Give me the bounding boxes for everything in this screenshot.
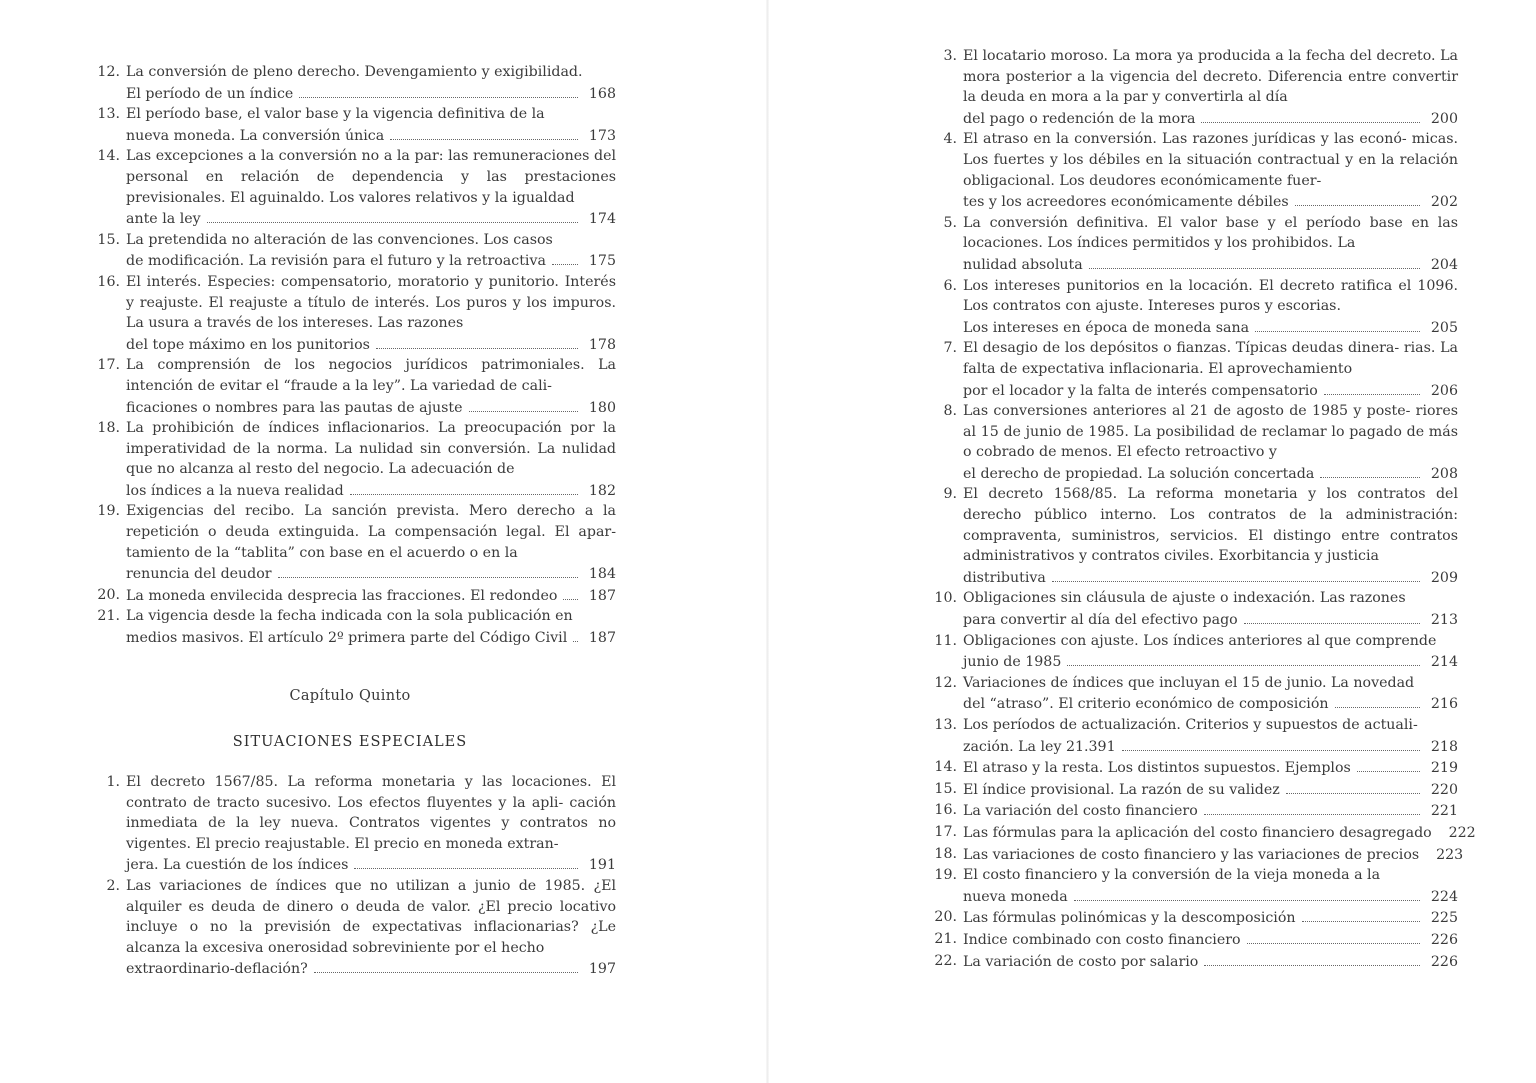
entry-body	[963, 865, 1458, 907]
page-number: 182	[588, 482, 616, 499]
page-number: 202	[1430, 194, 1458, 211]
dot-leader	[390, 125, 578, 140]
entry-text-end: de modificación. La revisión para el futuro y la retroactiva	[126, 253, 546, 270]
toc-entry	[923, 401, 1458, 484]
page-number: 180	[588, 399, 616, 416]
entry-last-line	[963, 822, 1476, 844]
right-page	[768, 0, 1536, 1083]
dot-leader	[1357, 757, 1420, 772]
toc-entry	[923, 588, 1458, 630]
entry-body	[963, 779, 1458, 801]
entry-last-line	[126, 83, 616, 105]
entry-last-line	[963, 929, 1458, 951]
entry-text-end: La variación del costo financiero	[963, 803, 1198, 820]
entry-last-line	[126, 397, 616, 419]
dot-leader	[1204, 800, 1420, 815]
entry-body	[126, 876, 616, 980]
toc-entry	[923, 757, 1458, 779]
entry-last-line	[963, 567, 1458, 589]
page-number: 223	[1436, 846, 1464, 863]
page-number: 224	[1430, 888, 1458, 905]
entry-body	[126, 772, 616, 876]
entry-number: 13.	[97, 106, 120, 123]
entry-last-line	[963, 951, 1458, 973]
entry-last-line	[126, 854, 616, 876]
entry-text: El costo financiero y la conversión de la vieja moneda a la	[963, 867, 1381, 884]
entry-body	[963, 484, 1458, 588]
entry-last-line	[963, 757, 1458, 779]
dot-leader	[1067, 651, 1420, 666]
entry-body	[126, 585, 616, 607]
entry-text: La prohibición de índices inflacionarios. La preocupación por la imperatividad de la norma. La nulidad sin conversión. La nulidad que no alcanza al resto del negocio. La adecuación de	[126, 420, 616, 478]
toc-entry	[86, 230, 616, 272]
dot-leader	[1324, 380, 1420, 395]
page-number: 178	[588, 336, 616, 353]
entry-body	[126, 355, 616, 418]
page-number: 206	[1430, 382, 1458, 399]
dot-leader	[1122, 736, 1420, 751]
page-number: 175	[588, 253, 616, 270]
toc-entry	[86, 418, 616, 501]
entry-last-line	[963, 108, 1458, 130]
entry-text-end: Las variaciones de costo financiero y las variaciones de precios	[963, 846, 1420, 863]
entry-body	[963, 46, 1458, 129]
entry-text-end: renuncia del deudor	[126, 566, 272, 583]
entry-text-end: ante la ley	[126, 211, 201, 228]
toc-entry	[86, 355, 616, 418]
entry-last-line	[963, 907, 1458, 929]
toc-entry	[86, 501, 616, 584]
dot-leader	[1089, 254, 1420, 269]
entry-last-line	[126, 563, 616, 585]
dot-leader	[573, 627, 578, 642]
page-number: 216	[1430, 696, 1458, 713]
dot-leader	[299, 83, 578, 98]
entry-text-end: Las fórmulas polinómicas y la descomposición	[963, 910, 1296, 927]
entry-last-line	[963, 317, 1458, 339]
page-number: 184	[588, 566, 616, 583]
toc-entry	[923, 822, 1476, 844]
dot-leader	[1201, 108, 1420, 123]
toc-list-top	[86, 62, 616, 649]
entry-text-end: zación. La ley 21.391	[963, 738, 1116, 755]
page-number: 173	[588, 127, 616, 144]
entry-last-line	[963, 736, 1458, 758]
entry-text: Las excepciones a la conversión no a la par: las remuneraciones del personal en relación de dependencia y las prestaciones previsionales. El aguinaldo. Los valores relativos y la igualdad	[126, 148, 616, 206]
toc-entry	[86, 146, 616, 229]
toc-entry	[86, 606, 616, 648]
entry-text: La conversión definitiva. El valor base y el período base en las locaciones. Los índices permitidos y los prohibidos. La	[963, 214, 1458, 252]
entry-text-end: nueva moneda	[963, 888, 1068, 905]
entry-last-line	[126, 250, 616, 272]
dot-leader	[1247, 929, 1420, 944]
entry-text-end: ficaciones o nombres para las pautas de ajuste	[126, 399, 463, 416]
entry-number: 20.	[97, 586, 120, 603]
entry-text: El decreto 1567/85. La reforma monetaria y las locaciones. El contrato de tracto sucesivo. Los efectos fluyentes y la apli- cación inmediata de la ley nueva. Contratos vigentes y contratos no vigentes. El precio reajustable. El precio en moneda extran-	[126, 774, 616, 852]
entry-body	[126, 272, 616, 355]
entry-body	[126, 501, 616, 584]
entry-text-end: nueva moneda. La conversión única	[126, 127, 385, 144]
entry-text: La conversión de pleno derecho. Devengamiento y exigibilidad.	[126, 64, 583, 80]
toc-list-right	[923, 46, 1476, 972]
toc-entry	[923, 929, 1458, 951]
entry-text: La pretendida no alteración de las convenciones. Los casos	[126, 231, 553, 248]
toc-entry	[86, 585, 616, 607]
entry-number: 3.	[943, 48, 957, 64]
entry-body	[126, 146, 616, 229]
entry-last-line	[963, 380, 1458, 402]
toc-entry	[923, 631, 1458, 673]
toc-list-bottom	[86, 772, 616, 980]
toc-entry	[923, 484, 1458, 588]
entry-body	[963, 800, 1458, 822]
dot-leader	[314, 958, 578, 973]
entry-body	[963, 213, 1458, 276]
page-number: 226	[1430, 953, 1458, 970]
entry-last-line	[126, 125, 616, 147]
entry-number: 15.	[934, 780, 957, 797]
entry-number: 18.	[97, 420, 120, 437]
entry-text: Exigencias del recibo. La sanción prevista. Mero derecho a la repetición o deuda extinguida. La compensación legal. El apar- tamiento de la “tablita” con base en el acuerdo o en la	[126, 503, 616, 561]
entry-number: 17.	[934, 823, 957, 840]
entry-text: La comprensión de los negocios jurídicos patrimoniales. La intención de evitar el “fraude a la ley”. La variedad de cali-	[126, 357, 616, 394]
entry-number: 16.	[934, 802, 957, 819]
entry-body	[963, 401, 1458, 484]
entry-number: 19.	[934, 867, 957, 884]
entry-body	[963, 822, 1476, 844]
dot-leader	[552, 250, 578, 265]
page-number: 204	[1430, 256, 1458, 273]
dot-leader	[1255, 317, 1420, 332]
page-number: 187	[588, 587, 616, 604]
entry-number: 1.	[106, 774, 120, 790]
page-number: 168	[588, 85, 616, 102]
entry-last-line	[126, 480, 616, 502]
entry-body	[963, 715, 1458, 757]
entry-last-line	[963, 886, 1458, 908]
entry-body	[963, 757, 1458, 779]
dot-leader	[376, 334, 578, 349]
entry-last-line	[963, 254, 1458, 276]
entry-number: 2.	[106, 877, 120, 894]
entry-number: 12.	[934, 674, 957, 691]
entry-text-end: medios masivos. El artículo 2º primera parte del Código Civil	[126, 630, 568, 647]
entry-body	[126, 62, 616, 104]
entry-number: 14.	[97, 148, 120, 165]
page-number: 218	[1430, 738, 1458, 755]
entry-text-end: Los intereses en época de moneda sana	[963, 319, 1250, 336]
toc-entry	[923, 951, 1458, 973]
entry-body	[963, 929, 1458, 951]
dot-leader	[1052, 567, 1420, 582]
entry-last-line	[963, 651, 1458, 673]
page-number: 205	[1430, 319, 1458, 336]
dot-leader	[354, 854, 578, 869]
entry-text: Las variaciones de índices que no utilizan a junio de 1985. ¿El alquiler es deuda de dinero o deuda de valor. ¿El precio locativo incluye o no la previsión de expectativas inflacionarias? ¿Le alcanza la excesiva onerosidad sobreviniente por el hecho	[126, 877, 616, 956]
entry-text-end: Las fórmulas para la aplicación del costo financiero desagregado	[963, 824, 1432, 841]
chapter-label: Capítulo Quinto	[289, 688, 411, 704]
entry-number: 7.	[943, 340, 957, 357]
entry-text-end: del pago o redención de la mora	[963, 110, 1196, 127]
entry-number: 17.	[97, 357, 120, 374]
entry-text: El período base, el valor base y la vigencia definitiva de la	[126, 106, 545, 123]
page-number: 220	[1430, 781, 1458, 798]
toc-entry	[923, 276, 1458, 339]
entry-text-end: jera. La cuestión de los índices	[126, 857, 349, 874]
entry-body	[126, 418, 616, 501]
page-number: 226	[1430, 931, 1458, 948]
page-number: 187	[588, 630, 616, 647]
entry-text-end: Indice combinado con costo financiero	[963, 931, 1241, 948]
entry-last-line	[126, 958, 616, 980]
entry-number: 5.	[943, 214, 957, 231]
entry-text: El atraso en la conversión. Las razones jurídicas y las econó- micas. Los fuertes y los débiles en la situación contractual y en la relación obligacional. Los deudores económicamente fuer-	[963, 131, 1458, 189]
entry-last-line	[963, 191, 1458, 213]
toc-entry	[923, 800, 1458, 822]
entry-number: 15.	[97, 231, 120, 248]
dot-leader	[1244, 609, 1420, 624]
entry-text-end: nulidad absoluta	[963, 256, 1083, 273]
entry-body	[963, 673, 1458, 715]
entry-text-end: La variación de costo por salario	[963, 953, 1199, 970]
entry-body	[963, 951, 1458, 973]
dot-leader	[350, 480, 578, 495]
page-number: 225	[1430, 910, 1458, 927]
entry-text: El desagio de los depósitos o fianzas. Típicas deudas dinera- rias. La falta de expectativa inflacionaria. El aprovechamiento	[963, 340, 1458, 377]
entry-body	[963, 631, 1458, 673]
entry-body	[963, 844, 1463, 866]
entry-last-line	[963, 609, 1458, 631]
entry-text-end: La moneda envilecida desprecia las fracciones. El redondeo	[126, 587, 558, 604]
entry-number: 11.	[934, 632, 957, 649]
entry-text-end: distributiva	[963, 569, 1046, 586]
dot-leader	[1320, 463, 1420, 478]
entry-number: 19.	[97, 503, 120, 520]
entry-text-end: del tope máximo en los punitorios	[126, 336, 370, 353]
dot-leader	[469, 397, 578, 412]
entry-last-line	[963, 693, 1458, 715]
entry-number: 6.	[943, 277, 957, 294]
entry-text-end: junio de 1985	[963, 654, 1062, 671]
toc-entry	[923, 46, 1458, 129]
entry-number: 16.	[97, 273, 120, 290]
entry-number: 9.	[943, 486, 957, 503]
entry-text-end: por el locador y la falta de interés compensatorio	[963, 382, 1318, 399]
toc-entry	[86, 62, 616, 104]
dot-leader	[1204, 951, 1420, 966]
page-number: 222	[1448, 824, 1476, 841]
toc-entry	[923, 129, 1458, 212]
entry-last-line	[963, 844, 1463, 866]
entry-text: El locatario moroso. La mora ya producida a la fecha del decreto. La mora posterior a la vigencia del decreto. Diferencia entre convertir la deuda en mora a la par y convertirla al día	[963, 48, 1458, 106]
entry-number: 13.	[934, 717, 957, 733]
entry-body	[126, 230, 616, 272]
entry-text: Variaciones de índices que incluyan el 15 de junio. La novedad	[963, 674, 1415, 691]
entry-number: 21.	[97, 608, 120, 625]
entry-number: 4.	[943, 131, 957, 148]
dot-leader	[563, 585, 578, 600]
page-number: 191	[588, 857, 616, 874]
entry-last-line	[963, 800, 1458, 822]
toc-entry	[923, 673, 1458, 715]
entry-number: 12.	[97, 64, 120, 80]
entry-text-end: del “atraso”. El criterio económico de composición	[963, 696, 1329, 713]
entry-body	[126, 104, 616, 146]
entry-body	[126, 606, 616, 648]
entry-number: 18.	[934, 845, 957, 862]
entry-number: 10.	[934, 590, 957, 607]
dot-leader	[1335, 693, 1421, 708]
entry-last-line	[126, 208, 616, 230]
entry-number: 14.	[934, 759, 957, 776]
entry-number: 20.	[934, 909, 957, 926]
toc-entry	[86, 272, 616, 355]
entry-body	[963, 129, 1458, 212]
toc-entry	[923, 844, 1464, 866]
entry-last-line	[963, 463, 1458, 485]
dot-leader	[278, 563, 578, 578]
entry-last-line	[963, 779, 1458, 801]
dot-leader	[1286, 779, 1420, 794]
entry-number: 21.	[934, 930, 957, 947]
page-number: 221	[1430, 803, 1458, 820]
entry-text: Obligaciones con ajuste. Los índices anteriores al que comprende	[963, 632, 1437, 649]
dot-leader	[1295, 191, 1420, 206]
entry-last-line	[126, 334, 616, 356]
page-number: 214	[1430, 654, 1458, 671]
toc-entry	[86, 876, 616, 980]
page-number: 208	[1430, 465, 1458, 482]
toc-entry	[923, 779, 1458, 801]
entry-text: El interés. Especies: compensatorio, moratorio y punitorio. Interés y reajuste. El reajuste a título de interés. Los puros y los impuros. La usura a través de los intereses. Las razones	[126, 273, 616, 332]
entry-body	[963, 588, 1458, 630]
toc-entry	[923, 213, 1458, 276]
page-number: 200	[1430, 110, 1458, 127]
entry-body	[963, 338, 1458, 401]
entry-text-end: El índice provisional. La razón de su validez	[963, 781, 1280, 798]
entry-text-end: para convertir al día del efectivo pago	[963, 612, 1238, 629]
dot-leader	[1074, 886, 1420, 901]
entry-text-end: extraordinario-deflación?	[126, 961, 308, 978]
entry-number: 8.	[943, 403, 957, 420]
entry-text-end: los índices a la nueva realidad	[126, 482, 344, 499]
dot-leader	[207, 208, 578, 223]
entry-text: El decreto 1568/85. La reforma monetaria y los contratos del derecho público interno. Los contratos de la administración: compraventa, suministros, servicios. El distingo entre contratos administrativos y contratos civiles. Exorbitancia y justicia	[963, 486, 1458, 565]
entry-text: La vigencia desde la fecha indicada con la sola publicación en	[126, 608, 573, 625]
entry-text: Los intereses punitorios en la locación. El decreto ratifica el 1096. Los contratos con ajuste. Intereses puros y escorias.	[963, 277, 1458, 315]
entry-last-line	[126, 627, 616, 649]
entry-text: Obligaciones sin cláusula de ajuste o indexación. Las razones	[963, 590, 1406, 607]
page-number: 174	[588, 211, 616, 228]
entry-body	[963, 276, 1458, 339]
page-number: 209	[1430, 569, 1458, 586]
entry-text-end: tes y los acreedores económicamente débiles	[963, 194, 1289, 211]
toc-entry	[923, 715, 1458, 757]
toc-entry	[86, 104, 616, 146]
page-number: 197	[588, 961, 616, 978]
entry-text-end: El período de un índice	[126, 85, 294, 102]
entry-body	[963, 907, 1458, 929]
chapter-title: SITUACIONES ESPECIALES	[232, 734, 468, 750]
toc-entry	[923, 865, 1458, 907]
page-number: 219	[1430, 760, 1458, 777]
page-number: 213	[1430, 612, 1458, 629]
toc-entry	[923, 338, 1458, 401]
dot-leader	[1302, 907, 1420, 922]
entry-text-end: el derecho de propiedad. La solución concertada	[963, 465, 1315, 482]
entry-last-line	[126, 585, 616, 607]
entry-text: Los períodos de actualización. Criterios y supuestos de actuali-	[963, 717, 1418, 733]
toc-entry	[86, 772, 616, 876]
entry-text: Las conversiones anteriores al 21 de agosto de 1985 y poste- riores al 15 de junio de 1985. La posibilidad de reclamar lo pagado de más o cobrado de menos. El efecto retroactivo y	[963, 403, 1458, 461]
entry-text-end: El atraso y la resta. Los distintos supuestos. Ejemplos	[963, 760, 1351, 777]
toc-entry	[923, 907, 1458, 929]
entry-number: 22.	[934, 952, 957, 969]
